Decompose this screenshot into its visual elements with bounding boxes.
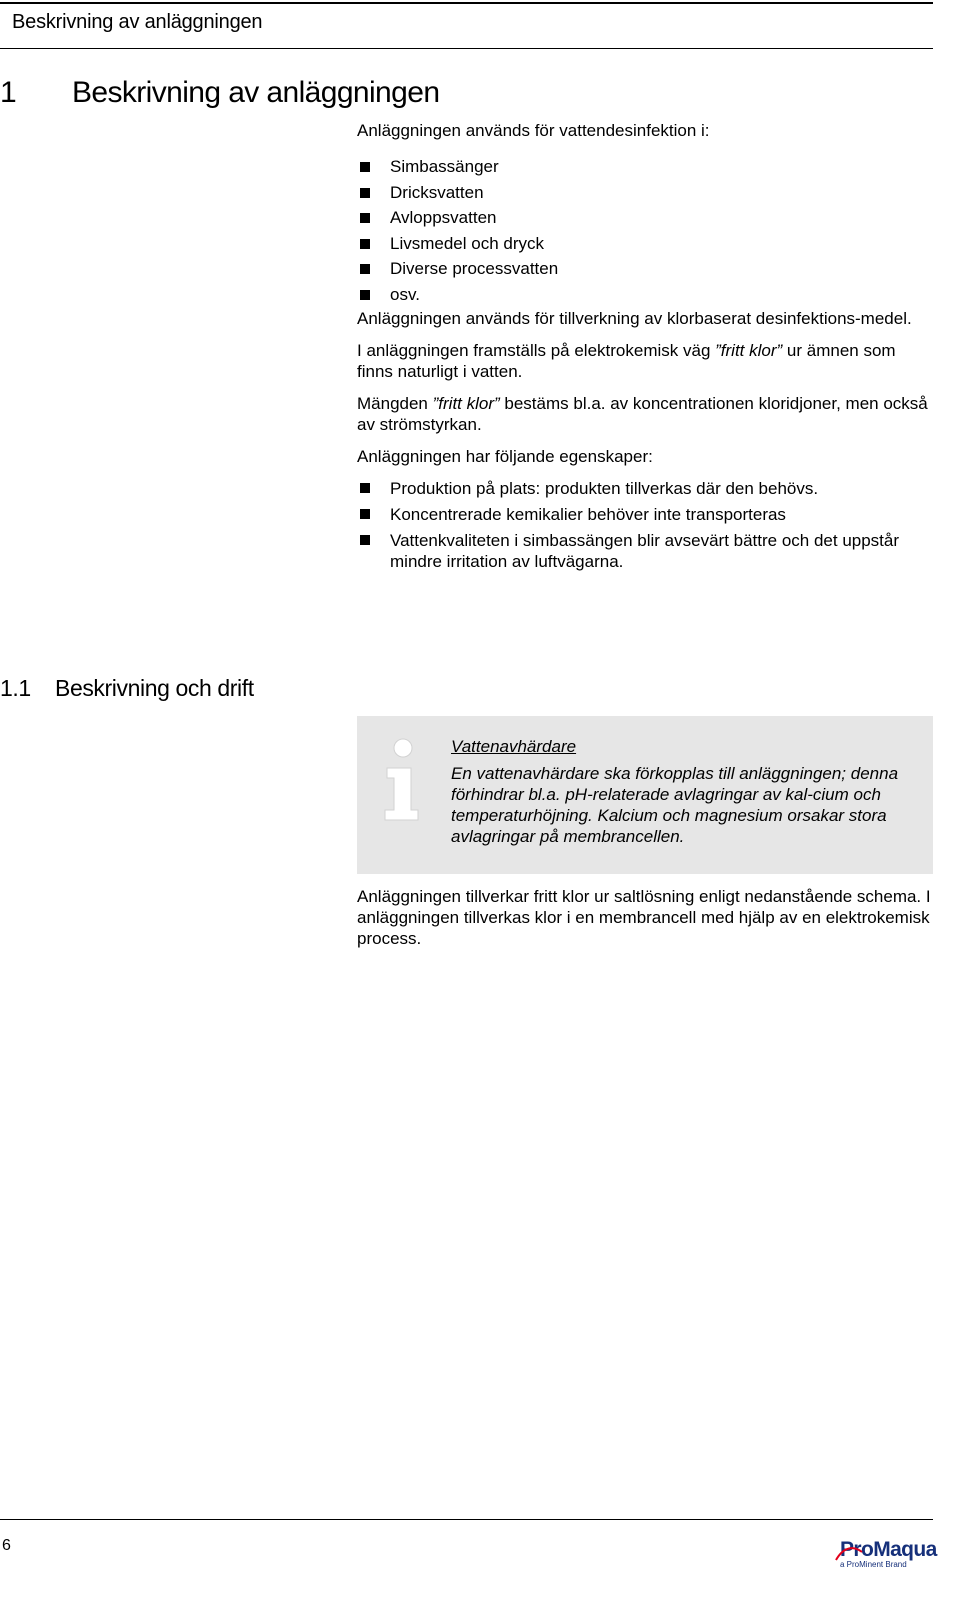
square-bullet-icon bbox=[360, 509, 370, 519]
top-rule bbox=[0, 2, 933, 4]
page-number: 6 bbox=[2, 1537, 11, 1554]
logo-text: ProMaqua bbox=[840, 1538, 937, 1561]
square-bullet-icon bbox=[360, 188, 370, 198]
list-item: Produktion på plats: produkten tillverkas där den behövs. bbox=[357, 478, 932, 499]
square-bullet-icon bbox=[360, 162, 370, 172]
section-1-1-heading bbox=[0, 675, 254, 702]
emphasis: ”fritt klor” bbox=[715, 340, 783, 360]
note-body bbox=[451, 736, 921, 847]
section-number: 1.1 bbox=[0, 675, 31, 701]
section-1-body bbox=[357, 120, 932, 572]
paragraph: Anläggningen tillverkar fritt klor ur saltlösning enligt nedanstående schema. I anläggningen tillverkas klor i en membrancell med hjälp av en elektrokemisk process. bbox=[357, 887, 931, 948]
list-item: Dricksvatten bbox=[357, 180, 932, 206]
logo-swoosh-icon bbox=[834, 1544, 864, 1564]
square-bullet-icon bbox=[360, 239, 370, 249]
section-1-1-body bbox=[357, 886, 932, 949]
square-bullet-icon bbox=[360, 213, 370, 223]
list-item: Koncentrerade kemikalier behöver inte transporteras bbox=[357, 504, 932, 525]
uses-list bbox=[357, 154, 932, 308]
header-rule bbox=[0, 48, 933, 49]
paragraph: Anläggningen används för tillverkning av klorbaserat desinfektions-medel. bbox=[357, 308, 912, 328]
list-item: Avloppsvatten bbox=[357, 205, 932, 231]
running-header: Beskrivning av anläggningen bbox=[12, 11, 263, 33]
logo-subtitle: a ProMinent Brand bbox=[840, 1560, 907, 1569]
intro-paragraph: Anläggningen används för vattendesinfektion i: bbox=[357, 121, 710, 140]
square-bullet-icon bbox=[360, 535, 370, 545]
note-text: En vattenavhärdare ska förkopplas till anläggningen; denna förhindrar bl.a. pH-relaterade avlagringar av kal-cium och temperaturhöjning. Kalcium och magnesium orsakar stora avlagringar på membrancellen. bbox=[451, 764, 899, 846]
paragraph: I anläggningen framställs på elektrokemisk väg ”fritt klor” ur ämnen som finns naturligt i vatten. bbox=[357, 340, 896, 381]
list-item: Vattenkvaliteten i simbassängen blir avsevärt bättre och det uppstår mindre irritation av luftvägarna. bbox=[357, 530, 932, 572]
footer-rule bbox=[0, 1519, 933, 1520]
properties-list bbox=[357, 478, 932, 572]
emphasis: ”fritt klor” bbox=[432, 393, 500, 413]
promaqua-logo bbox=[840, 1538, 937, 1576]
square-bullet-icon bbox=[360, 290, 370, 300]
square-bullet-icon bbox=[360, 483, 370, 493]
info-note bbox=[357, 716, 933, 874]
note-title: Vattenavhärdare bbox=[451, 737, 577, 756]
paragraph: Mängden ”fritt klor” bestäms bl.a. av koncentrationen kloridjoner, men också av strömstyrkan. bbox=[357, 393, 928, 434]
list-item: osv. bbox=[357, 282, 932, 308]
list-item: Livsmedel och dryck bbox=[357, 231, 932, 257]
section-number: 1 bbox=[0, 76, 17, 109]
info-icon bbox=[381, 736, 421, 822]
section-title: Beskrivning av anläggningen bbox=[72, 76, 440, 109]
section-1-heading bbox=[0, 76, 439, 110]
list-item: Diverse processvatten bbox=[357, 256, 932, 282]
section-title: Beskrivning och drift bbox=[55, 675, 254, 701]
paragraph: Anläggningen har följande egenskaper: bbox=[357, 446, 653, 466]
square-bullet-icon bbox=[360, 264, 370, 274]
list-item: Simbassänger bbox=[357, 154, 932, 180]
